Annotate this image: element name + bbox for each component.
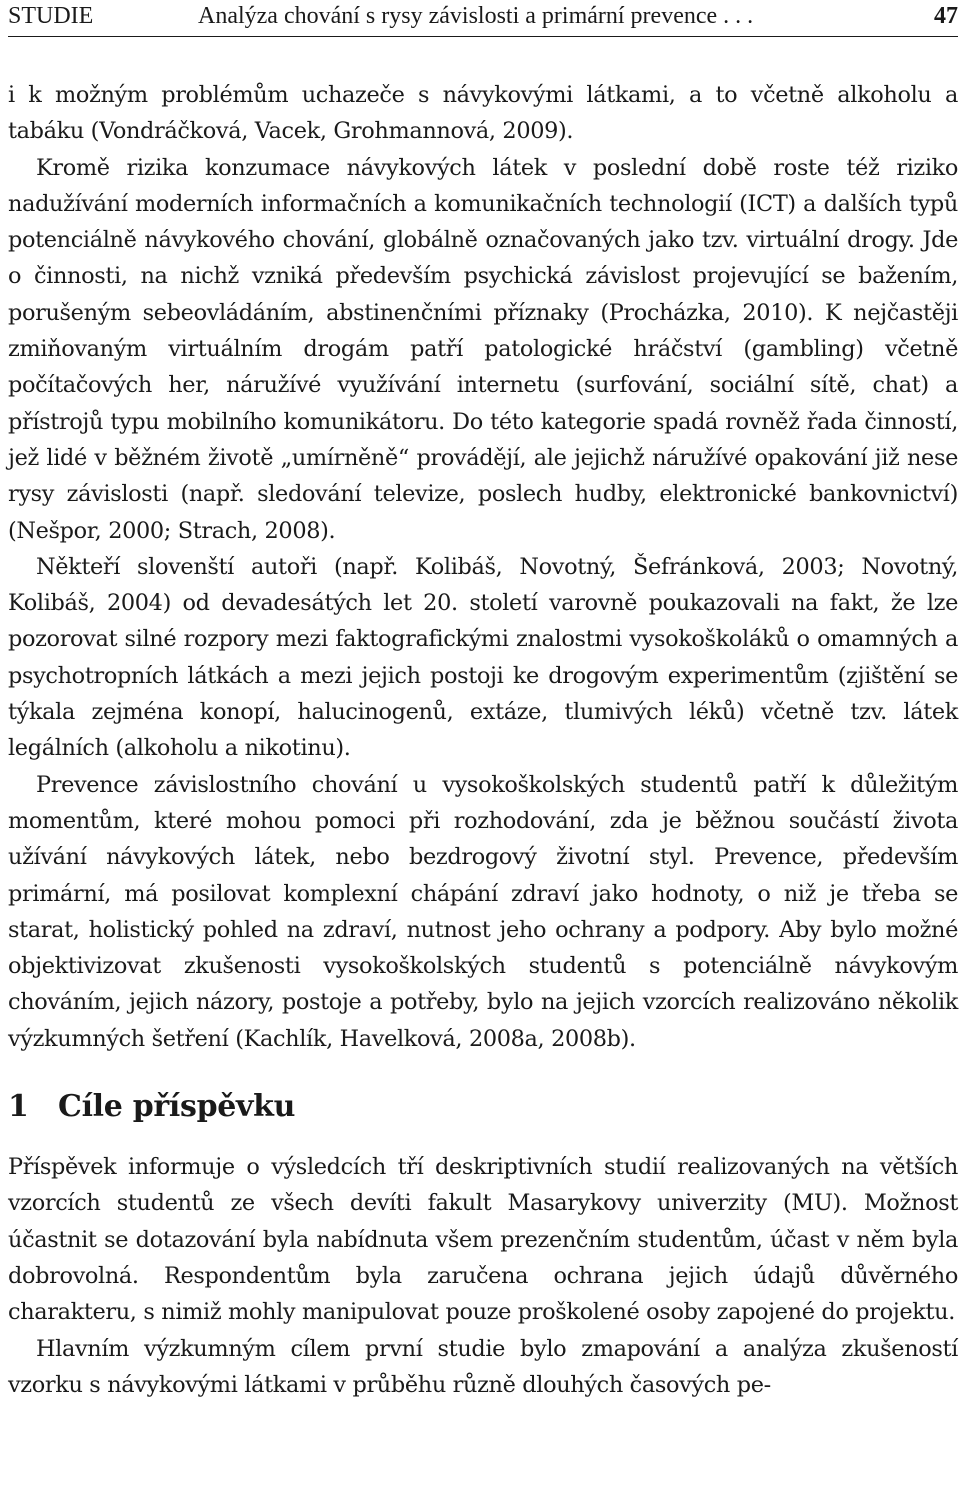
article-body (8, 77, 958, 1403)
section-title: Cíle příspěvku (58, 1089, 296, 1125)
paragraph: Příspěvek informuje o výsledcích tří deskriptivních studií realizovaných na větších vzorcích studentů ze všech devíti fakult Masarykovy univerzity (MU). Možnost účastnit se dotazování byla nabídnuta všem prezenčním studentům, účast v něm byla dobrovolná. Respondentům byla zaručena ochrana jejich údajů důvěrného charakteru, s nimiž mohly manipulovat pouze proškolené osoby zapojené do projektu. (8, 1154, 958, 1326)
paragraph-continuation: i k možným problémům uchazeče s návykovými látkami, a to včetně alkoholu a tabáku (Vondráčková, Vacek, Grohmannová, 2009). (8, 82, 958, 145)
paragraph: Prevence závislostního chování u vysokoškolských studentů patří k důležitým momentům, které mohou pomoci při rozhodování, zda je běžnou součástí života užívání návykových látek, nebo bezdrogový životní styl. Prevence, především primární, má posilovat komplexní chápání zdraví jako hodnoty, o niž je třeba se starat, holistický pohled na zdraví, nutnost jeho ochrany a podpory. Aby bylo možné objektivizovat zkušenosti vysokoškolských studentů s potenciálně návykovým chováním, jejich názory, postoje a potřeby, bylo na jejich vzorcích realizováno několik výzkumných šetření (Kachlík, Havelková, 2008a, 2008b). (8, 771, 958, 1052)
header-article-title: Analýza chování s rysy závislosti a primární prevence . . . (198, 3, 754, 29)
paragraph: Kromě rizika konzumace návykových látek v poslední době roste též riziko nadužívání moderních informačních a komunikačních technologií (ICT) a dalších typů potenciálně návykového chování, globálně označovaných jako tzv. virtuální drogy. Jde o činnosti, na nichž vzniká především psychická závislost projevující se bažením, porušeným sebeovládáním, abstinenčními příznaky (Procházka, 2010). K nejčastěji zmiňovaným virtuálním drogám patří patologické hráčství (gambling) včetně počítačových her, náružívé využívání internetu (surfování, sociální sítě, chat) a přístrojů typu mobilního komunikátoru. Do této kategorie spadá rovněž řada činností, jež lidé v běžném životě „umírněně“ provádějí, ale jejichž náružívé opakování již nese rysy závislosti (např. sledování televize, poslech hudby, elektronické bankovnictví) (Nešpor, 2000; Strach, 2008). (8, 154, 958, 544)
paragraph: Někteří slovenští autoři (např. Kolibáš, Novotný, Šefránková, 2003; Novotný, Kolibáš, 2004) od devadesátých let 20. století varovně poukazovali na fakt, že lze pozorovat silné rozpory mezi faktografickými znalostmi vysokoškoláků o omamných a psychotropních látkách a mezi jejich postoji ke drogovým experimentům (zjištění se týkala zejména konopí, halucinogenů, extáze, tlumivých léků) včetně tzv. látek legálních (alkoholu a nikotinu). (8, 553, 958, 762)
page-number: 47 (934, 3, 958, 29)
paragraph: Hlavním výzkumným cílem první studie bylo zmapování a analýza zkušeností vzorku s návykovými látkami v průběhu různě dlouhých časových pe- (8, 1335, 958, 1398)
document-page (8, 0, 958, 1403)
section-heading (8, 1087, 958, 1127)
section-number: 1 (8, 1089, 29, 1125)
header-section-label: STUDIE (8, 3, 94, 29)
running-header (8, 0, 958, 37)
